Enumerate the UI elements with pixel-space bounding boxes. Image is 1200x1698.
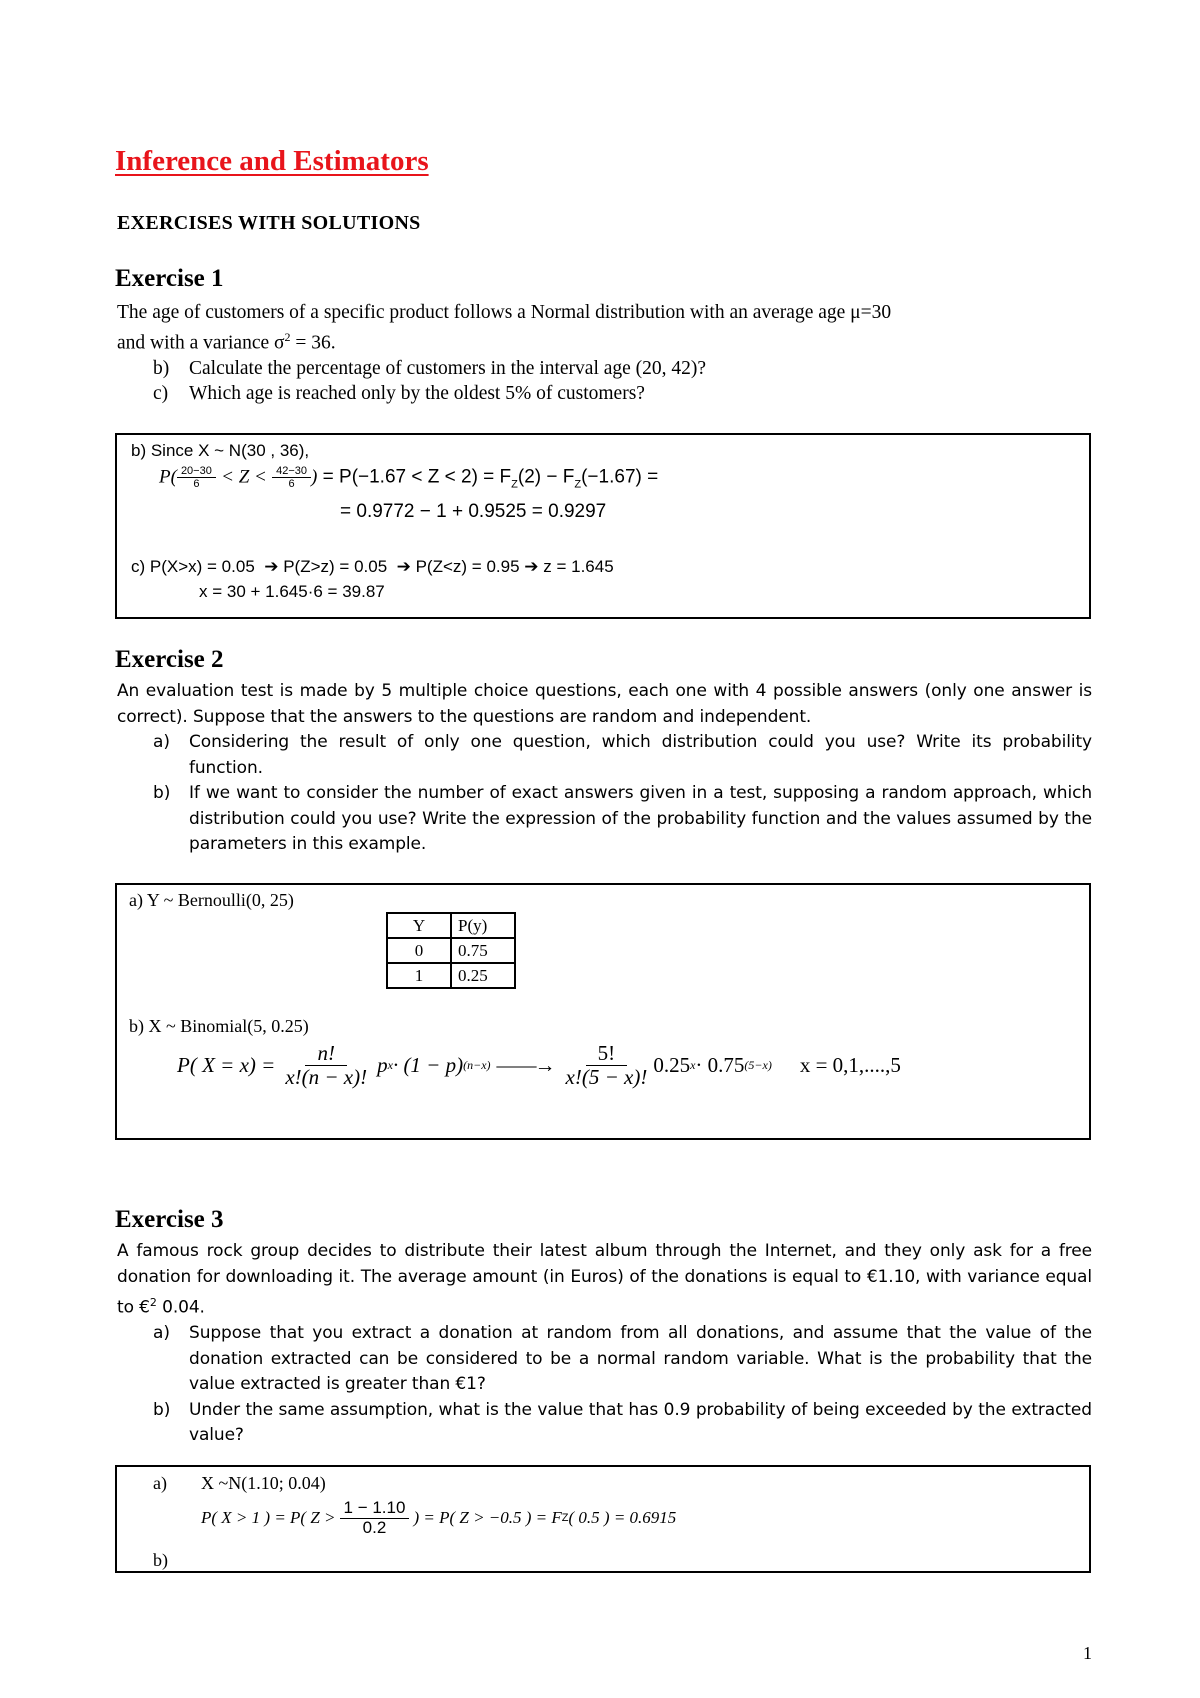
list-item: a) Suppose that you extract a donation at random from all donations, and assume that the value of the donation extracted can be considered to be a normal random variable. What is the probability that the value extracted is greater than €1? — [153, 1323, 1092, 1395]
exercise-2-solution-box — [115, 883, 1091, 1140]
arrow-right-icon: ➔ — [524, 557, 539, 577]
page-subtitle: EXERCISES WITH SOLUTIONS — [117, 212, 421, 234]
binomial-formula: P( X = x) = $\frac{n!}{x!(n - x)!}$ p x · (1 − p) (n−x) ——→ $\frac{5!}{x!(5 - x)!}$ 0.25 x · 0.75 (5−x) x = 0,1,....,5 — [177, 1041, 901, 1090]
list-item: b) Calculate the percentage of customers in the interval age (20, 42)? — [153, 357, 707, 379]
solution-b-line: b) Since X ~ N(30 , 36), — [131, 441, 310, 460]
exercise-2-text — [117, 679, 1092, 858]
solution-a-text: X ~N(1.10; 0.04) — [201, 1473, 326, 1493]
exercise-1-text — [117, 300, 1092, 406]
exercise-3-text — [117, 1239, 1092, 1449]
exercise-2-heading: Exercise 2 — [115, 646, 224, 673]
exercise-3-solution-box — [115, 1465, 1091, 1573]
solution-a-line: a) Y ~ Bernoulli(0, 25) — [129, 890, 294, 910]
arrow-right-icon: ——→ — [496, 1053, 554, 1078]
exercise-1-questions — [117, 356, 1092, 406]
normal-probability-equation: P( X > 1 ) = P( Z > $\frac{1 - 1.10}{0.2}$ ) = P( Z > −0.5 ) = F Z ( 0.5 ) = 0.6915 — [201, 1498, 677, 1537]
table-row: 1 0.25 — [387, 963, 515, 988]
exercise-1-intro-line2: and with a variance $\sigma^2 = 36$. — [117, 330, 336, 354]
solution-b-label: b) — [153, 1550, 168, 1570]
probability-table — [386, 912, 516, 989]
exercise-2-intro: An evaluation test is made by 5 multiple choice questions, each one with 4 possible answers (only one answer is correct). Suppose that the answers to the questions are random and independent. — [117, 681, 1092, 727]
arrow-right-icon: ➔ — [264, 557, 279, 577]
solution-b-line: b) X ~ Binomial(5, 0.25) — [129, 1016, 309, 1036]
solution-b-equation: P( $\frac{20-30}{6}$ < Z < $\frac{42-30}{6}$ ) = $P(-1.67 < Z < 2) = F_Z(2) - F_Z(-1.67)$ = — [159, 465, 659, 491]
solution-c-line2: x = 30 + 1.645·6 = 39.87 — [199, 582, 385, 601]
solution-b-result: = 0.9772 − 1 + 0.9525 = 0.9297 — [340, 501, 607, 522]
list-item: a) Considering the result of only one question, which distribution could you use? Write its probability function. — [153, 732, 1092, 778]
list-item: b) If we want to consider the number of exact answers given in a test, supposing a random approach, which distribution could you use? Write the expression of the probability function and the values assumed by the parameters in this example. — [153, 783, 1092, 854]
arrow-right-icon: ➔ — [396, 557, 411, 577]
table-row: Y P(y) — [387, 913, 515, 938]
exercise-1-solution-box — [115, 433, 1091, 619]
exercise-3-intro: A famous rock group decides to distribute their latest album through the Internet, and they only ask for a free donation for downloading it. The average amount (in Euros) of the donations is equal to €1.10, with variance equal to €$^2$ 0.04. — [117, 1241, 1092, 1318]
table-row: 0 0.75 — [387, 938, 515, 963]
list-item: b) Under the same assumption, what is the value that has 0.9 probability of being exceeded by the extracted value? — [153, 1399, 1092, 1446]
list-item: c) Which age is reached only by the oldest 5% of customers? — [153, 382, 645, 404]
exercise-3-questions — [117, 1321, 1092, 1449]
exercise-2-questions — [117, 730, 1092, 858]
page-title: Inference and Estimators — [115, 145, 429, 177]
exercise-3-heading: Exercise 3 — [115, 1206, 224, 1233]
page-number: 1 — [1083, 1643, 1092, 1663]
solution-a-label: a) — [153, 1473, 167, 1493]
exercise-1-intro-line1: The age of customers of a specific product follows a Normal distribution with an average age μ=30 — [117, 302, 892, 323]
exercise-1-heading: Exercise 1 — [115, 265, 224, 292]
solution-c-line1: c) P(X>x) = 0.05 ➔ P(Z>z) = 0.05 ➔ P(Z<z) = 0.95 ➔ z = 1.645 — [131, 557, 614, 577]
